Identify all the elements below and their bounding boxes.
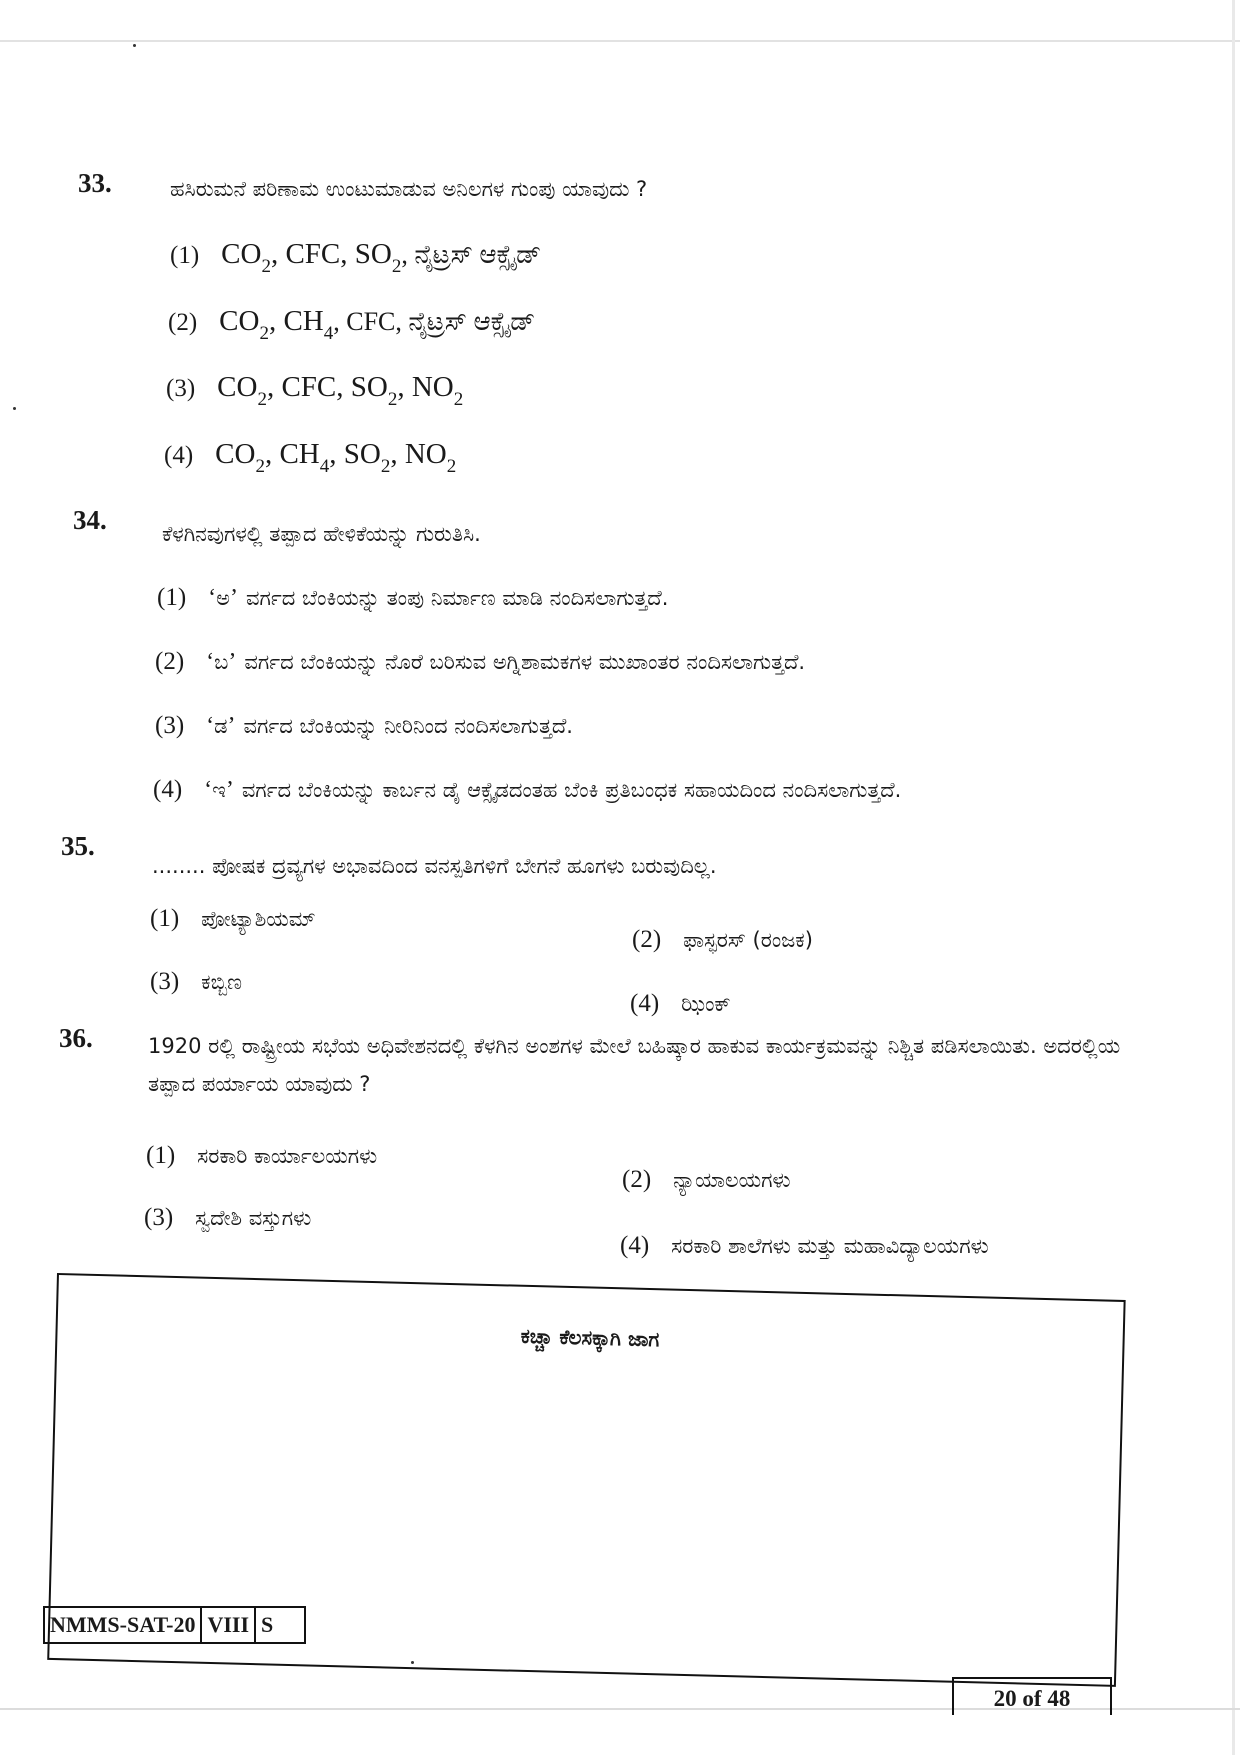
closing-quote: ’ [228, 649, 237, 675]
option-1 [170, 238, 542, 277]
subscript: 2 [380, 456, 391, 477]
scan-edge-top [0, 40, 1240, 42]
fire-class-letter: ಅ [216, 586, 230, 610]
closing-quote: ’ [225, 777, 234, 803]
option-4 [620, 1232, 989, 1260]
option-text: ಪೋಟ್ಯಾಶಿಯಮ್ [201, 907, 316, 931]
fire-class-letter: ಬ [214, 650, 229, 674]
subscript: 2 [391, 256, 402, 277]
option-number: (2) [622, 1166, 652, 1193]
option-3 [166, 371, 464, 410]
option-number: (3) [155, 712, 185, 739]
option-3 [150, 968, 242, 996]
formula-part: , CFC, SO [270, 238, 392, 270]
option-number: (3) [150, 968, 180, 995]
option-text: ಸರಕಾರಿ ಶಾಲೆಗಳು ಮತ್ತು ಮಹಾವಿದ್ಯಾಲಯಗಳು [671, 1234, 989, 1258]
subscript: 2 [257, 389, 267, 410]
formula-part: CO [221, 238, 262, 270]
formula-part: , ನೈಟ್ರಸ್ ಆಕ್ಸೈಡ್ [401, 240, 542, 269]
option-number: (2) [632, 926, 662, 953]
question-number: 35. [61, 831, 95, 861]
option-text: ನ್ಯಾಯಾಲಯಗಳು [673, 1168, 791, 1192]
option-number: (1) [146, 1142, 176, 1169]
subscript: 2 [259, 323, 269, 344]
option-2 [622, 1166, 791, 1194]
subscript: 4 [323, 323, 334, 344]
formula-part: CO [217, 371, 258, 403]
option-number: (4) [153, 776, 183, 803]
formula-part: , SO [329, 438, 381, 470]
class-label: VIII [202, 1608, 256, 1642]
option-number: (4) [620, 1232, 650, 1259]
scan-speck [13, 407, 16, 410]
option-text: ವರ್ಗದ ಬೆಂಕಿಯನ್ನು ನೀರಿನಿಂದ ನಂದಿಸಲಾಗುತ್ತದೆ. [243, 714, 573, 738]
option-2 [168, 305, 536, 344]
option-3 [155, 712, 573, 740]
option-4 [630, 990, 731, 1018]
option-number: (1) [170, 242, 200, 269]
rough-work-title: ಕಚ್ಚಾ ಕೆಲಸಕ್ಕಾಗಿ ಜಾಗ [520, 1323, 660, 1352]
formula-part: , CFC, ನೈಟ್ರಸ್ ಆಕ್ಸೈಡ್ [333, 307, 536, 336]
option-1 [150, 905, 316, 933]
subscript: 2 [387, 389, 398, 410]
option-text: ವರ್ಗದ ಬೆಂಕಿಯನ್ನು ತಂಪು ನಿರ್ಮಾಣ ಮಾಡಿ ನಂದಿಸಲಾಗುತ್ತದೆ. [246, 586, 669, 610]
formula-part: , NO [397, 371, 454, 403]
question-number: 34. [73, 505, 107, 535]
option-text: ಸರಕಾರಿ ಕಾರ್ಯಾಲಯಗಳು [197, 1144, 378, 1168]
formula-part: , CH [264, 438, 320, 470]
option-4 [153, 776, 901, 804]
scan-edge-right [1232, 0, 1235, 1755]
option-number: (3) [166, 375, 196, 402]
opening-quote: ‘ [204, 777, 213, 803]
subscript: 2 [255, 456, 265, 477]
option-text: ಝಿಂಕ್ [681, 992, 731, 1016]
option-2 [155, 648, 805, 676]
option-text: ಸ್ವದೇಶಿ ವಸ್ತುಗಳು [195, 1206, 312, 1230]
formula-part: , CH [268, 305, 324, 337]
formula-part: CO [215, 438, 256, 470]
option-number: (1) [150, 905, 180, 932]
subscript: 2 [453, 389, 464, 410]
opening-quote: ‘ [206, 713, 215, 739]
option-4 [164, 438, 457, 477]
opening-quote: ‘ [206, 649, 215, 675]
option-text: ವರ್ಗದ ಬೆಂಕಿಯನ್ನು ಕಾರ್ಬನ ಡೈ ಆಕ್ಸೈಡದಂತಹ ಬೆಂಕಿ ಪ್ರತಿಬಂಧಕ ಸಹಾಯದಿಂದ ನಂದಿಸಲಾಗುತ್ತದೆ. [241, 778, 902, 802]
option-text: ಫಾಸ್ಫರಸ್ (ರಂಜಕ) [683, 928, 813, 952]
closing-quote: ’ [227, 713, 236, 739]
option-1 [146, 1142, 377, 1170]
fire-class-letter: ಡ [214, 714, 228, 738]
scan-speck [133, 44, 136, 47]
option-number: (2) [155, 648, 185, 675]
question-number: 33. [78, 168, 112, 198]
formula-part: , CFC, SO [266, 371, 388, 403]
option-text: ವರ್ಗದ ಬೆಂಕಿಯನ್ನು ನೊರೆ ಬರಿಸುವ ಅಗ್ನಿಶಾಮಕಗಳ ಮುಖಾಂತರ ನಂದಿಸಲಾಗುತ್ತದೆ. [244, 650, 806, 674]
opening-quote: ‘ [208, 585, 217, 611]
question-number: 36. [59, 1023, 93, 1053]
option-2 [632, 926, 813, 954]
formula-part: CO [219, 305, 260, 337]
paper-code: NMMS-SAT-20 [45, 1608, 202, 1642]
subscript: 2 [261, 256, 271, 277]
option-number: (4) [164, 442, 194, 469]
set-label: S [261, 1612, 274, 1637]
subscript: 2 [446, 456, 457, 477]
question-text: ಹಸಿರುಮನೆ ಪರಿಣಾಮ ಉಂಟುಮಾಡುವ ಅನಿಲಗಳ ಗುಂಪು ಯಾವುದು ? [170, 177, 648, 201]
paper-code-box [43, 1606, 306, 1644]
question-text: 1920 ರಲ್ಲಿ ರಾಷ್ಟ್ರೀಯ ಸಭೆಯ ಅಧಿವೇಶನದಲ್ಲಿ ಕೆಳಗಿನ ಅಂಶಗಳ ಮೇಲೆ ಬಹಿಷ್ಕಾರ ಹಾಕುವ ಕಾರ್ಯಕ್ರಮವನ್ನು ನಿಶ್ಚಿತ ಪಡಿಸಲಾಯಿತು. ಅದರಲ್ಲಿಯ ತಪ್ಪಾದ ಪರ್ಯಾಯ ಯಾವುದು ? [148, 1034, 1121, 1096]
closing-quote: ’ [230, 585, 238, 611]
page-number: 20 of 48 [952, 1677, 1112, 1715]
option-3 [144, 1204, 311, 1232]
option-number: (4) [630, 990, 660, 1017]
option-number: (1) [157, 584, 187, 611]
option-number: (3) [144, 1204, 174, 1231]
formula-part: , NO [390, 438, 447, 470]
question-text: ಕೆಳಗಿನವುಗಳಲ್ಲಿ ತಪ್ಪಾದ ಹೇಳಿಕೆಯನ್ನು ಗುರುತಿಸಿ. [162, 522, 481, 546]
option-text: ಕಬ್ಬಿಣ [201, 970, 243, 994]
subscript: 4 [319, 456, 330, 477]
fire-class-letter: ಇ [212, 778, 226, 802]
question-text: ........ ಪೋಷಕ ದ್ರವ್ಯಗಳ ಅಭಾವದಿಂದ ವನಸ್ಪತಿಗಳಿಗೆ ಬೇಗನೆ ಹೂಗಳು ಬರುವುದಿಲ್ಲ. [152, 854, 717, 878]
option-number: (2) [168, 309, 198, 336]
option-1 [157, 584, 668, 612]
